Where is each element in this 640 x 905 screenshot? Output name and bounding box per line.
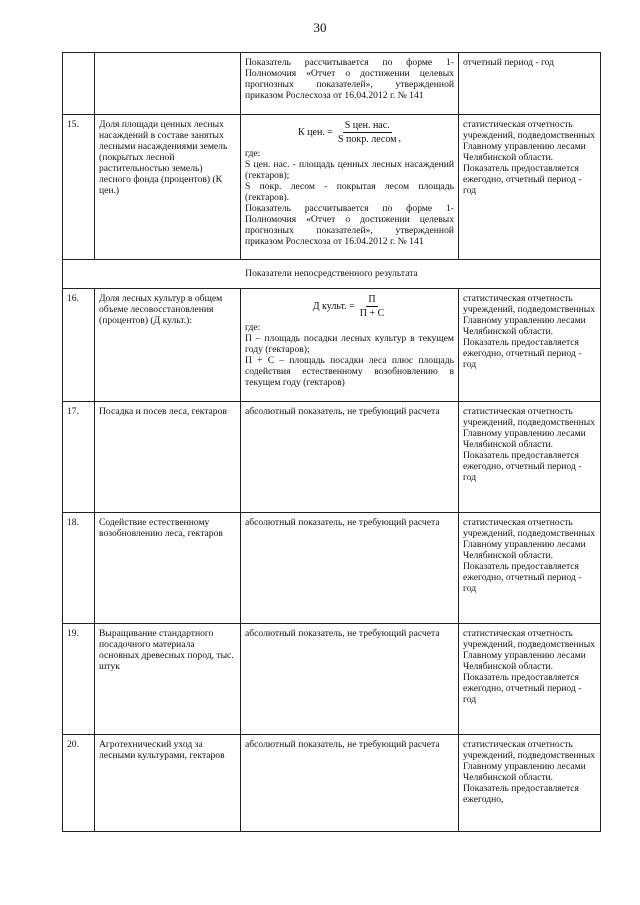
- table-row: [63, 624, 601, 735]
- table-row: [63, 513, 601, 624]
- calculation-method: абсолютный показатель, не требующий расчета: [241, 513, 459, 624]
- table-row: [63, 735, 601, 832]
- formula-numerator: S цен. нас.: [344, 120, 390, 131]
- data-source: статистическая отчетность учреждений, подведомственных Главному управлению лесами Челябинской области. Показатель предоставляется ежегодно, отчетный период - год: [459, 289, 601, 402]
- formula-denominator: S покр. лесом: [337, 134, 397, 145]
- calculation-method: абсолютный показатель, не требующий расчета: [241, 402, 459, 513]
- calculation-method: [241, 289, 459, 402]
- formula-tail: ,: [398, 133, 401, 144]
- row-number: 16.: [63, 289, 95, 402]
- indicator-name: Содействие естественному возобновлению леса, гектаров: [95, 513, 241, 624]
- formula-fraction: [336, 120, 399, 145]
- row-number: 18.: [63, 513, 95, 624]
- calculation-method: Показатель рассчитывается по форме 1-Полномочия «Отчет о достижении целевых прогнозных показателей», утвержденной приказом Рослесхоза от 16.04.2012 г. № 141: [241, 53, 459, 115]
- formula: [245, 120, 454, 145]
- formula-denominator: П + С: [359, 308, 385, 319]
- method-text: где: П – площадь посадки лесных культур в текущем году (гектаров); П + С – площадь посадки леса плюс площадь содействия естественному возобновлению в текущем году (гектаров): [245, 322, 454, 388]
- section-row: [63, 260, 601, 289]
- indicator-name: Выращивание стандартного посадочного материала основных древесных пород, тыс. штук: [95, 624, 241, 735]
- indicator-name: Агротехнический уход за лесными культурами, гектаров: [95, 735, 241, 832]
- row-number: 19.: [63, 624, 95, 735]
- row-number: 15.: [63, 115, 95, 260]
- formula: [245, 294, 454, 319]
- row-number: 17.: [63, 402, 95, 513]
- calculation-method: [241, 115, 459, 260]
- table-row: [63, 402, 601, 513]
- data-source: статистическая отчетность учреждений, подведомственных Главному управлению лесами Челябинской области. Показатель предоставляется ежегодно, отчетный период - год: [459, 115, 601, 260]
- data-source: отчетный период - год: [459, 53, 601, 115]
- formula-lhs: Д культ. =: [312, 301, 355, 312]
- row-number: 20.: [63, 735, 95, 832]
- formula-lhs: К цен. =: [298, 127, 333, 138]
- formula-fraction: [358, 294, 387, 319]
- data-source: статистическая отчетность учреждений, подведомственных Главному управлению лесами Челябинской области. Показатель предоставляется ежегодно, отчетный период - год: [459, 402, 601, 513]
- indicator-name: [95, 53, 241, 115]
- indicator-name: Посадка и посев леса, гектаров: [95, 402, 241, 513]
- data-source: статистическая отчетность учреждений, подведомственных Главному управлению лесами Челябинской области. Показатель предоставляется ежегодно, отчетный период - год: [459, 624, 601, 735]
- table-row: [63, 53, 601, 115]
- formula-numerator: П: [368, 294, 376, 305]
- table-row: [63, 115, 601, 260]
- section-header: Показатели непосредственного результата: [63, 260, 601, 289]
- data-source: статистическая отчетность учреждений, подведомственных Главному управлению лесами Челябинской области. Показатель предоставляется ежегодно, отчетный период - год: [459, 513, 601, 624]
- page-number: 30: [313, 20, 327, 35]
- indicator-name: Доля лесных культур в общем объеме лесовосстановления (процентов) (Д культ.):: [95, 289, 241, 402]
- method-text: где: S цен. нас. - площадь ценных лесных насаждений (гектаров); S покр. лесом - покрытая лесом площадь (гектаров). Показатель рассчитывается по форме 1-Полномочия «Отчет о достижении целевых прогнозных показателей», утвержденной приказом Рослесхоза от 16.04.2012 г. № 141: [245, 148, 454, 247]
- table-row: [63, 289, 601, 402]
- calculation-method: абсолютный показатель, не требующий расчета: [241, 624, 459, 735]
- data-source: статистическая отчетность учреждений, подведомственных Главному управлению лесами Челябинской области. Показатель предоставляется ежегодно,: [459, 735, 601, 832]
- row-number: [63, 53, 95, 115]
- indicator-name: Доля площади ценных лесных насаждений в составе занятых лесными насаждениями земель (покрытых лесной растительностью земель) лесного фонда (процентов) (К цен.): [95, 115, 241, 260]
- calculation-method: абсолютный показатель, не требующий расчета: [241, 735, 459, 832]
- indicators-table: [62, 52, 601, 832]
